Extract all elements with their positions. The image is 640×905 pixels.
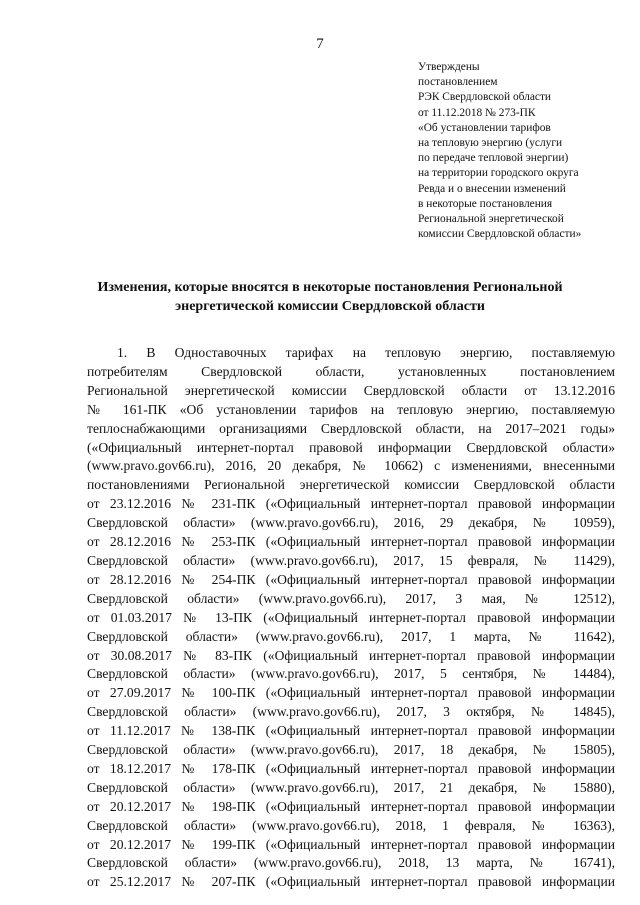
body-line: от 20.12.2017 № 199-ПК («Официальный интернет-портал правовой информации — [87, 836, 615, 852]
approval-line: на тепловую энергию (услуги — [418, 137, 563, 150]
body-line: Свердловской области» (www.pravo.gov66.ru), 2017, 3 мая, № 12512), — [87, 590, 615, 606]
body-line: от 25.12.2017 № 207-ПК («Официальный интернет-портал правовой информации — [87, 874, 615, 890]
body-line: Свердловской области» (www.pravo.gov66.ru), 2016, 29 декабря, № 10959), — [87, 515, 615, 531]
body-line: (www.pravo.gov66.ru), 2016, 20 декабря, № 10662) с изменениями, внесенными — [87, 458, 615, 474]
body-line: теплоснабжающими организациями Свердловской области, на 2017–2021 годы» — [87, 420, 615, 436]
body-line: от 28.12.2016 № 253-ПК («Официальный интернет-портал правовой информации — [87, 534, 615, 550]
body-line: Свердловской области» (www.pravo.gov66.ru), 2018, 13 марта, № 16741), — [87, 855, 615, 871]
approval-line: постановлением — [418, 76, 498, 89]
approval-line: на территории городского округа — [418, 167, 579, 180]
body-line: от 18.12.2017 № 178-ПК («Официальный интернет-портал правовой информации — [87, 760, 615, 776]
body-line: Региональной энергетической комиссии Свердловской области от 13.12.2016 — [87, 382, 615, 398]
approval-line: РЭК Свердловской области — [418, 91, 552, 104]
body-line: от 30.08.2017 № 83-ПК («Официальный интернет-портал правовой информации — [87, 647, 615, 663]
title-line: энергетической комиссии Свердловской области — [175, 299, 485, 314]
approval-line: Утверждены — [418, 61, 480, 73]
body-line: от 11.12.2017 № 138-ПК («Официальный интернет-портал правовой информации — [87, 723, 615, 739]
body-line: от 01.03.2017 № 13-ПК («Официальный интернет-портал правовой информации — [87, 609, 615, 625]
body-line: от 23.12.2016 № 231-ПК («Официальный интернет-портал правовой информации — [87, 496, 615, 512]
page-number: 7 — [316, 36, 324, 52]
approval-line: «Об установлении тарифов — [418, 121, 551, 134]
body-line: от 20.12.2017 № 198-ПК («Официальный интернет-портал правовой информации — [87, 798, 615, 814]
body-line: («Официальный интернет-портал правовой информации Свердловской области» — [87, 439, 615, 455]
document-title — [60, 278, 600, 316]
body-line: Свердловской области» (www.pravo.gov66.ru), 2017, 5 сентября, № 14484), — [87, 666, 615, 682]
approval-block — [418, 60, 628, 242]
body-line: потребителям Свердловской области, установленных постановлением — [87, 363, 615, 379]
body-text — [87, 344, 615, 892]
approval-line: от 11.12.2018 № 273-ПК — [418, 106, 536, 119]
body-line: Свердловской области» (www.pravo.gov66.ru), 2017, 18 декабря, № 15805), — [87, 742, 615, 758]
body-line: Свердловской области» (www.pravo.gov66.ru), 2018, 1 февраля, № 16363), — [87, 817, 615, 833]
body-line: № 161-ПК «Об установлении тарифов на тепловую энергию, поставляемую — [87, 401, 615, 417]
body-line: постановлениями Региональной энергетической комиссии Свердловской области — [87, 477, 615, 493]
approval-line: Региональной энергетической — [418, 213, 564, 226]
body-line: от 27.09.2017 № 100-ПК («Официальный интернет-портал правовой информации — [87, 685, 615, 701]
body-line: от 28.12.2016 № 254-ПК («Официальный интернет-портал правовой информации — [87, 571, 615, 587]
body-line: Свердловской области» (www.pravo.gov66.ru), 2017, 1 марта, № 11642), — [87, 628, 615, 644]
approval-line: в некоторые постановления — [418, 197, 553, 210]
body-line: Свердловской области» (www.pravo.gov66.ru), 2017, 3 октября, № 14845), — [87, 704, 615, 720]
approval-line: Ревда и о внесении изменений — [418, 182, 566, 195]
approval-line: комиссии Свердловской области» — [418, 228, 582, 241]
title-line: Изменения, которые вносятся в некоторые постановления Региональной — [97, 280, 563, 295]
body-line: Свердловской области» (www.pravo.gov66.ru), 2017, 21 декабря, № 15880), — [87, 779, 615, 795]
body-line: Свердловской области» (www.pravo.gov66.ru), 2017, 15 февраля, № 11429), — [87, 552, 615, 568]
approval-line: по передаче тепловой энергии) — [418, 152, 569, 165]
body-line: 1. В Одноставочных тарифах на тепловую энергию, поставляемую — [117, 345, 615, 360]
